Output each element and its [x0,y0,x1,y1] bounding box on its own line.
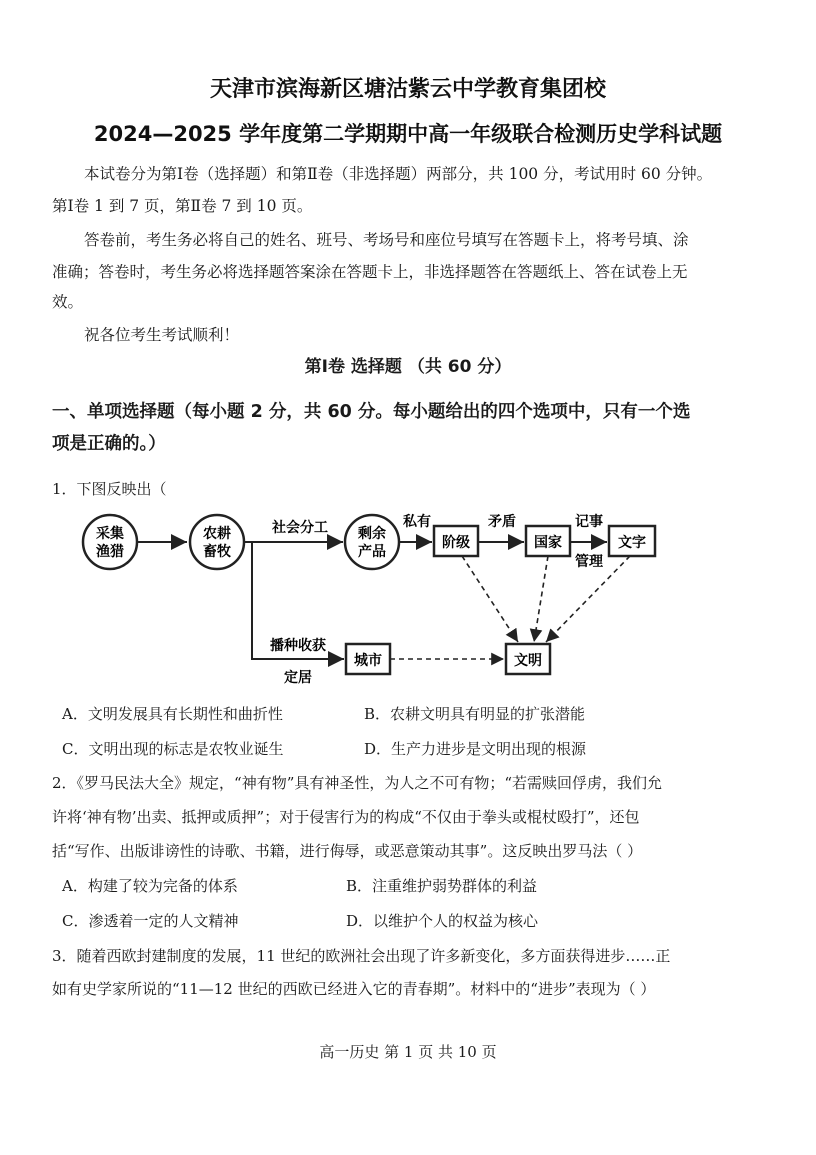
q2-option-c: C．渗透着一定的人文精神 [62,912,239,930]
svg-text:国家: 国家 [534,535,562,551]
svg-text:剩余: 剩余 [358,526,386,542]
svg-text:文字: 文字 [618,535,646,551]
section-title: 第Ⅰ卷 选择题 （共 60 分） [304,357,512,377]
node-farm [190,515,244,569]
q2-option-d: D．以维护个人的权益为核心 [346,912,539,930]
page-footer: 高一历史 第 1 页 共 10 页 [319,1043,497,1061]
label-sow: 播种收获 [270,638,326,654]
q1-option-a: A．文明发展具有长期性和曲折性 [62,705,283,723]
svg-text:文明: 文明 [514,653,542,669]
svg-text:采集: 采集 [96,526,124,542]
question-2-stem-line-3: 括“写作、出版诽谤性的诗歌、书籍，进行侮辱，或恶意策动其事”。这反映出罗马法（ ） [52,842,643,860]
q1-option-d: D．生产力进步是文明出现的根源 [364,740,587,758]
node-class [434,526,478,556]
node-state [526,526,570,556]
question-2-stem-line-1: 2．《罗马民法大全》规定，“神有物”具有神圣性，为人之不可有物；“若需赎回俘虏，我们允 [52,774,663,792]
svg-text:城市: 城市 [354,653,382,669]
label-settle: 定居 [284,670,312,686]
q1-option-c: C．文明出现的标志是农牧业诞生 [62,740,284,758]
question-3-stem-line-2: 如有史学家所说的“11—12 世纪的西欧已经进入它的青春期”。材料中的“进步”表现为（ ） [52,980,656,998]
svg-text:畜牧: 畜牧 [203,544,231,560]
label-manage: 管理 [575,554,603,570]
node-city [346,644,390,674]
school-name: 天津市滨海新区塘沽紫云中学教育集团校 [209,77,606,102]
node-civ [506,644,550,674]
question-2-stem-line-2: 许将‘神有物’出卖、抵押或质押”；对于侵害行为的构成“不仅由于拳头或棍杖殴打”，还包 [52,808,640,826]
svg-text:产品: 产品 [358,544,386,560]
civilization-diagram [70,500,710,700]
instruction-line-4: 准确；答卷时，考生务必将选择题答案涂在答题卡上，非选择题答在答题纸上、答在试卷上无 [52,263,688,281]
exam-title: 2024—2025 学年度第二学期期中高一年级联合检测历史学科试题 [93,122,723,146]
instruction-line-1: 本试卷分为第Ⅰ卷（选择题）和第Ⅱ卷（非选择题）两部分，共 100 分，考试用时 60 分钟。 [84,165,713,183]
part-heading-line-1: 一、单项选择题（每小题 2 分，共 60 分。每小题给出的四个选项中，只有一个选 [52,402,691,422]
instruction-line-3: 答卷前，考生务必将自己的姓名、班号、考场号和座位号填写在答题卡上，将考号填、涂 [84,231,689,249]
label-division: 社会分工 [272,520,328,536]
instruction-line-6: 祝各位考生考试顺利！ [84,326,240,344]
label-private: 私有 [403,514,431,530]
q2-option-a: A．构建了较为完备的体系 [62,877,238,895]
svg-text:渔猎: 渔猎 [96,544,124,560]
node-gather [83,515,137,569]
label-conflict: 矛盾 [488,514,516,530]
instruction-line-5: 效。 [52,293,84,311]
node-writing [609,526,655,556]
svg-text:农耕: 农耕 [203,526,231,542]
svg-text:阶级: 阶级 [442,535,470,551]
question-3-stem-line-1: 3．随着西欧封建制度的发展，11 世纪的欧洲社会出现了许多新变化，多方面获得进步……正 [52,947,671,965]
node-surplus [345,515,399,569]
q2-option-b: B．注重维护弱势群体的利益 [346,877,538,895]
part-heading-line-2: 项是正确的。） [52,434,166,454]
label-record: 记事 [575,514,603,530]
instruction-line-2: 第Ⅰ卷 1 到 7 页，第Ⅱ卷 7 到 10 页。 [52,197,313,215]
q1-option-b: B．农耕文明具有明显的扩张潜能 [364,705,586,723]
question-1-stem: 1．下图反映出（ [52,480,167,498]
